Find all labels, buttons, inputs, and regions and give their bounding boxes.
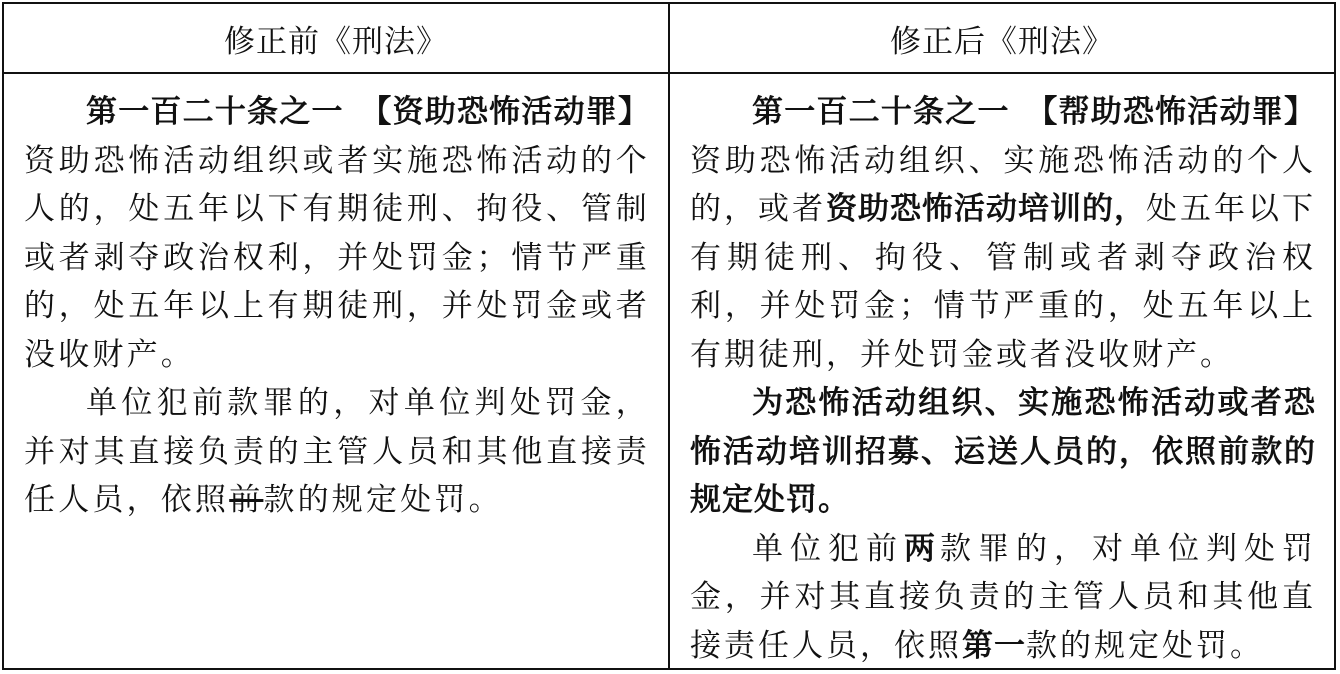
after-paragraph-1-added: 资助恐怖活动培训的，: [826, 191, 1146, 227]
after-paragraph-1-text-b: 处五年以下有期徒刑、拘役、管制或者剥夺政治权利，并处罚金；情节严重的，处五年以上有期徒刑，并处罚金或者没收财产。: [690, 191, 1316, 373]
after-crime-title: 【帮助恐怖活动罪】: [1041, 94, 1317, 130]
after-paragraph-3-added-a: 两: [904, 530, 940, 567]
after-article-number: 第一百二十条之一: [752, 94, 1042, 130]
after-paragraph-3-text-c: 款的规定处罚。: [1026, 627, 1264, 664]
after-paragraph-1: [690, 88, 1316, 379]
before-article-number: 第一百二十条之一: [86, 94, 376, 130]
column-after: [670, 74, 1334, 668]
after-paragraph-3-text-a: 单位犯前: [752, 530, 904, 567]
before-paragraph-1: [24, 88, 650, 379]
after-paragraph-2: [690, 379, 1316, 525]
after-paragraph-3-text-b: 款罪的，对单位判处罚金，并对其直接负责的主管人员和其他直接责任人员，依照: [690, 530, 1316, 664]
after-paragraph-2-added: 为恐怖活动组织、实施恐怖活动或者恐怖活动培训招募、运送人员的，依照前款的规定处罚。: [690, 385, 1316, 518]
before-crime-title: 【资助恐怖活动罪】: [375, 94, 651, 130]
after-paragraph-3-added-b: 第一: [962, 627, 1026, 664]
column-before: [4, 74, 670, 668]
header-after: 修正后《刑法》: [670, 4, 1334, 74]
header-before: 修正前《刑法》: [4, 4, 670, 74]
after-paragraph-1-text-a: 资助恐怖活动组织、实施恐怖活动的个人的，或者: [690, 142, 1316, 227]
deleted-text: 前: [229, 482, 264, 518]
before-paragraph-2-text-a: 单位犯前款罪的，对单位判处罚金，并对其直接负责的主管人员和其他直接责任人员，依照: [24, 385, 650, 518]
after-paragraph-3: [690, 525, 1316, 669]
before-paragraph-1-text: 资助恐怖活动组织或者实施恐怖活动的个人的，处五年以下有期徒刑、拘役、管制或者剥夺政治权利，并处罚金；情节严重的，处五年以上有期徒刑，并处罚金或者没收财产。: [24, 142, 650, 373]
before-paragraph-2-text-b: 款的规定处罚。: [263, 482, 503, 518]
before-paragraph-2: [24, 379, 650, 525]
comparison-table: [2, 2, 1336, 670]
